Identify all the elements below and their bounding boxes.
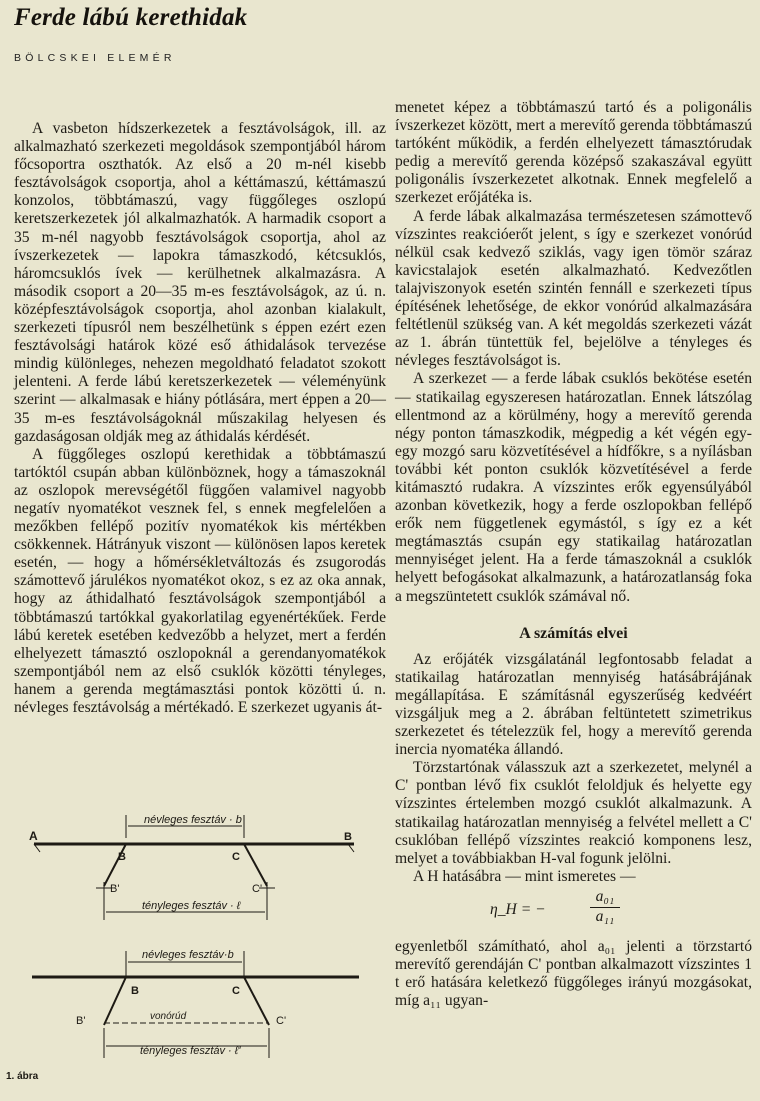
paragraph: A vasbeton hídszerkezetek a fesztávolságok, ill. az alkalmazható szerkezeti megoldások szempontjából három főcsoportra oszthatók. Az első a 20 m-nél kisebb fesztávolságok csoportja, ahol a kéttámaszú, kéttámaszú konzolos, többtámaszú, vagy függőleges oszlopú keretszerkezetek jól alkalmazhatók. A harmadik csoport a 35 m-nél nagyobb fesztávolságok csoportja, ahol az ívszerkezetek — lapokra támaszkodó, kétcsuklós, háromcsuklós ívek — kerülhetnek alkalmazásra. A második csoport a 20—35 m-es fesztávolságok, az ú. n. középfesztávolságok csoportja, ahol azonban kialakult, szerkezeti típusról nem beszélhetünk s éppen ezért ezen fesztávolsági határok közé eső áthidalások tervezése mindig különleges, nehezen megoldható feladatot szokott jelenteni. A ferde lábú keretszerkezetek — véleményünk szerint — alkalmasak e hiány pótlására, mert éppen a 20—35 m-es fesztávolságoknál műszakilag helyesen és gazdaságosan oldják meg az áthidalás kérdését. (14, 120, 386, 445)
label-A: A (29, 829, 38, 843)
actual-span-label: tényleges fesztáv · ℓ (142, 900, 241, 912)
section-heading: A számítás elvei (519, 624, 628, 642)
frame-diagram (14, 808, 386, 1088)
paragraph: menetet képez a többtámaszú tartó és a poligonális ívszerkezet között, mert a merevítő gerenda többtámaszú tartóként működik, a ferdén elhelyezett támasztórudak pedig a merevítő gerenda középső szakaszával együtt poligonális ívszerkezetet alkotnak. Ennek megfelelő a szerkezet erőjátéka is. (395, 99, 752, 207)
actual-span-label-lower: tényleges fesztáv · ℓ' (140, 1045, 241, 1057)
figure-1 (14, 808, 386, 1088)
paragraph: A szerkezet — a ferde lábak csuklós bekötése esetén — statikailag egyszeresen határozatlan. Ennek látszólag ellentmond az a körülmény, hogy a merevítő gerenda négy ponton támaszkodik, mégpedig a két végén egy-egy mozgó saru közvetítésével a hídfőkre, s a nyílásban további két ponton csuklók közvetítésével a ferde kitámasztó rudakra. A vízszintes erők egyensúlyából azonban következik, hogy a ferde oszlopokban fellépő erők nem függetlenek egymástól, s így ez a két megtámasztás csupán egy statikailag határozatlan mennyiséget jelent. Ha a ferde támaszoknál a csuklók helyett befogásokat alkalmazunk, a határozatlanság foka a megszüntetett csuklók számával nő. (395, 370, 752, 605)
figure-caption: 1. ábra (6, 1071, 39, 1082)
label-B-lower: B (131, 985, 139, 997)
left-column (14, 120, 386, 717)
label-C-prime: C' (252, 883, 263, 895)
label-B: B (118, 851, 126, 863)
formula (395, 886, 752, 938)
label-B-prime: B' (110, 883, 120, 895)
label-C-lower: C (232, 985, 240, 997)
paragraph: egyenletből számítható, ahol a₀₁ jelenti a törzstartó merevítő gerendáján C' pontban alkalmazott vízszintes 1 t erő hatására keletkező függőleges irányú mozgásokat, míg a₁₁ ugyan- (395, 937, 752, 1010)
paragraph: A H hatásábra — mint ismeretes — (413, 867, 636, 885)
frame-bottom (32, 951, 359, 1058)
paragraph: A ferde lábak alkalmazása természetesen számottevő vízszintes reakcióerőt jelent, s így e szerkezet vonórúd nélkül csak kedvező sziklás, vagy igen tömör száraz kavicstalajok esetén alkalmazható. Kedvezőtlen talajviszonyok esetén szintén fennáll e szerkezeti típus építésének lehetősége, de ekkor vonórúd alkalmazására feltétlenül szükség van. A két megoldás szerkezeti vázát az 1. ábrán tüntettük fel, bejelölve a tényleges és névleges fesztávolságot is. (395, 207, 752, 370)
article-author: BÖLCSKEI ELEMÉR (14, 52, 176, 64)
formula-numerator: a₀₁ (590, 888, 620, 908)
formula-fraction (590, 888, 620, 926)
label-B-prime-lower: B' (76, 1015, 86, 1027)
right-column (395, 99, 752, 1010)
tie-rod-label: vonórúd (150, 1011, 187, 1022)
formula-lhs: η_H = − (490, 900, 546, 918)
label-C-prime-lower: C' (276, 1015, 287, 1027)
paragraph: A függőleges oszlopú kerethidak a többtámaszú tartóktól csupán abban különböznek, hogy a támaszoknál az oszlopok merevségétől függően valamivel nagyobb negatív nyomatékot vesznek fel, s ennek megfelelően a mezőkben fellépő pozitív nyomatékok kis mértékben csökkennek. Hátrányuk viszont — különösen lapos keretek esetén, — hogy a hőmérsékletváltozás és zsugorodás számottevő járulékos nyomatékot okoz, s ez az oka annak, hogy az áthidalható fesztávolságok szempontjából a többtámaszú tartókkal gyakorlatilag egyenértékűek. Ferde lábú keretek esetében kedvezőbb a helyzet, mert a ferdén elhelyezett támasztó oszlopoknál a gerendanyomatékok szempontjából nem az első csuklók közötti tényleges, hanem a gerenda megtámasztási pontok közötti ú. n. névleges fesztávolság a mértékadó. E szerkezet ugyanis át- (14, 445, 386, 716)
label-C: C (232, 851, 240, 863)
paragraph: Törzstartónak válasszuk azt a szerkezetet, melynél a C' pontban lévő fix csuklót feloldjuk és helyette egy vízszintes értelemben mozgó csuklót alkalmazunk. A statikailag határozatlan mennyiség a felvétel mellett a C' csuklóban fellépő vízszintes reakció komponens lesz, melyet a továbbiakban H-val fogunk jelölni. (395, 759, 752, 867)
nominal-span-label-lower: névleges fesztáv·b (142, 949, 234, 961)
paragraph: Az erőjáték vizsgálatánál legfontosabb feladat a statikailag határozatlan mennyiség hatásábrájának megállapítása. E számításnál egyszerűség kedvéért vizsgáljuk meg a 2. ábrában feltüntetett szimetrikus szerkezetet és tételezzük fel, hogy a merevítő gerenda inercia nyomatéka állandó. (395, 650, 752, 759)
label-B-end: B (344, 831, 352, 843)
formula-denominator: a₁₁ (595, 908, 615, 926)
article-title: Ferde lábú kerethidak (14, 4, 248, 31)
nominal-span-label: névleges fesztáv · b (144, 814, 242, 826)
